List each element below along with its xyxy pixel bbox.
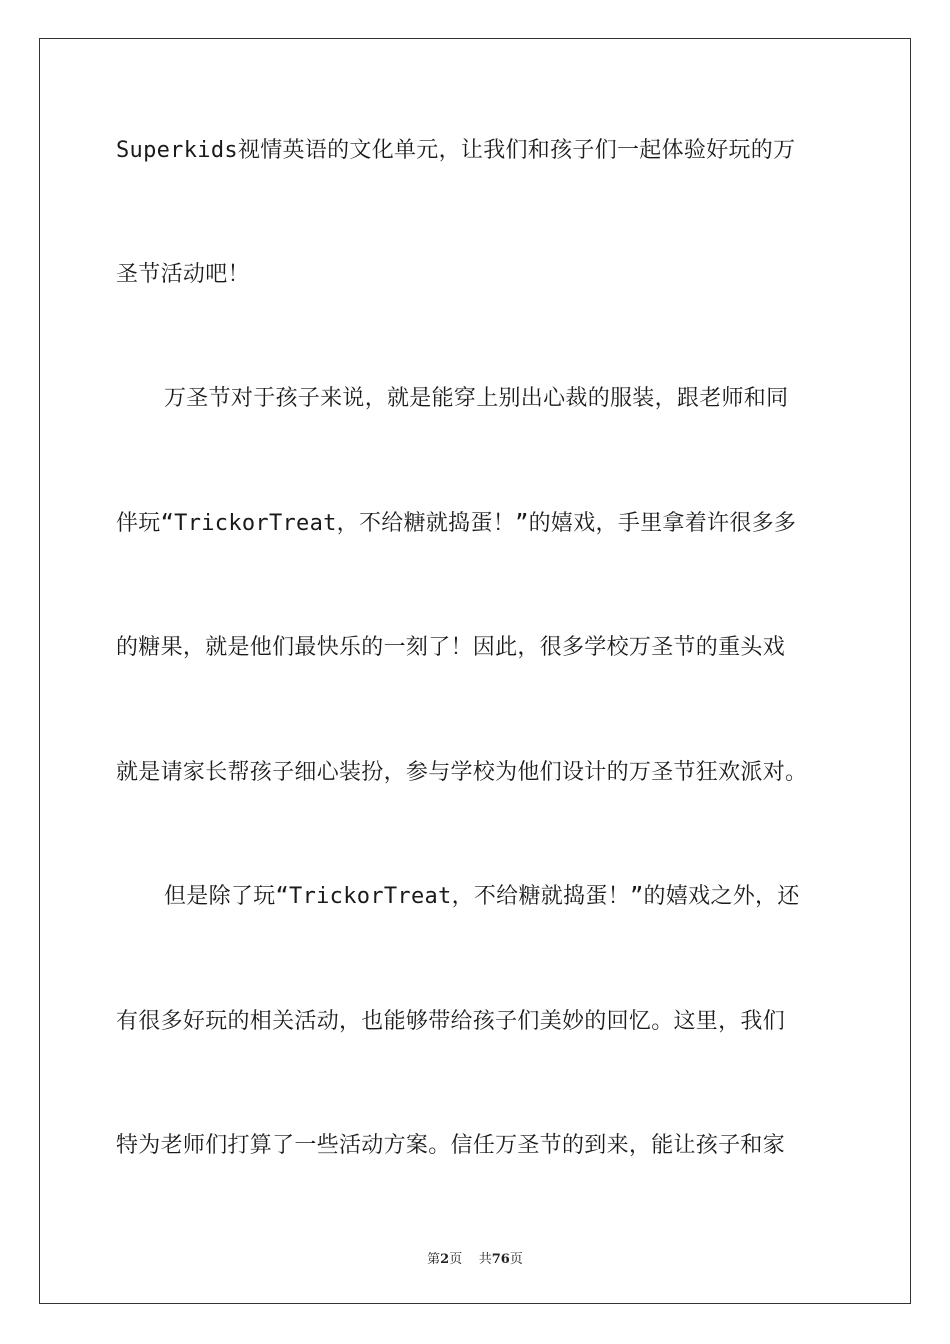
text-line-6: 就是请家长帮孩子细心装扮，参与学校为他们设计的万圣节狂欢派对。 bbox=[116, 760, 808, 785]
text-line-8: 有很多好玩的相关活动，也能够带给孩子们美妙的回忆。这里，我们 bbox=[116, 1009, 786, 1034]
text-line-2: 圣节活动吧！ bbox=[116, 262, 250, 287]
page-suffix: 页 bbox=[449, 1252, 463, 1267]
text-line-9: 特为老师们打算了一些活动方案。信任万圣节的到来，能让孩子和家 bbox=[116, 1133, 786, 1158]
page-border bbox=[39, 38, 911, 1304]
page-prefix: 第 bbox=[427, 1252, 441, 1267]
total-prefix: 共 bbox=[478, 1252, 492, 1267]
page-number: 2 bbox=[440, 1252, 450, 1267]
text-line-5: 的糖果，就是他们最快乐的一刻了！因此，很多学校万圣节的重头戏 bbox=[116, 635, 786, 660]
total-suffix: 页 bbox=[509, 1252, 523, 1267]
text-line-3: 万圣节对于孩子来说，就是能穿上别出心裁的服装，跟老师和同 bbox=[164, 386, 789, 411]
text-line-7: 但是除了玩“TrickorTreat，不给糖就捣蛋！”的嬉戏之外，还 bbox=[164, 884, 800, 909]
page-footer bbox=[0, 1248, 950, 1267]
text-line-4: 伴玩“TrickorTreat，不给糖就捣蛋！”的嬉戏，手里拿着许很多多 bbox=[116, 511, 797, 536]
total-pages: 76 bbox=[491, 1252, 510, 1267]
text-line-1: Superkids视情英语的文化单元，让我们和孩子们一起体验好玩的万 bbox=[116, 138, 796, 163]
